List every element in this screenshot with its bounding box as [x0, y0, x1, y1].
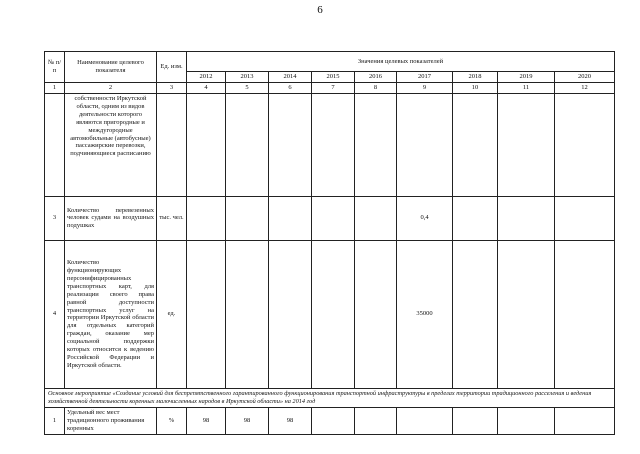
column-number: 11 — [498, 82, 555, 93]
row-value: 98 — [226, 408, 269, 435]
column-number: 7 — [312, 82, 355, 93]
header-year: 2014 — [269, 72, 312, 83]
row-value — [397, 93, 453, 196]
row-value — [555, 240, 615, 388]
column-number: 6 — [269, 82, 312, 93]
row-value: 98 — [269, 408, 312, 435]
header-year: 2019 — [498, 72, 555, 83]
page-number: 6 — [317, 4, 323, 16]
header-num: № п/п — [45, 52, 65, 83]
table-row — [45, 93, 615, 196]
row-value — [226, 240, 269, 388]
row-value — [555, 93, 615, 196]
row-num: 1 — [45, 408, 65, 435]
row-value — [555, 196, 615, 240]
header-year: 2016 — [355, 72, 397, 83]
row-value: 35000 — [397, 240, 453, 388]
row-unit — [157, 93, 187, 196]
row-value — [453, 408, 498, 435]
header-year: 2013 — [226, 72, 269, 83]
main-measure-note: Основное мероприятие «Создание условий для беспрепятственного гарантированного функционирования транспортной инфраструктуры в пределах территории традиционного расселения и ведения хозяйственной деятельности коренных малочисленных народов в Иркутской области» на 2014 год — [45, 388, 615, 407]
row-value — [498, 196, 555, 240]
row-value — [498, 93, 555, 196]
row-value — [269, 196, 312, 240]
row-value — [453, 93, 498, 196]
row-value — [355, 196, 397, 240]
table-row — [45, 196, 615, 240]
row-unit: ед. — [157, 240, 187, 388]
row-value — [226, 196, 269, 240]
table-row — [45, 240, 615, 388]
row-value — [355, 408, 397, 435]
indicators-table — [44, 51, 615, 435]
row-value — [187, 240, 226, 388]
row-value — [498, 240, 555, 388]
row-unit: тыс. чел. — [157, 196, 187, 240]
column-number: 4 — [187, 82, 226, 93]
row-value — [312, 93, 355, 196]
row-value — [187, 196, 226, 240]
header-values: Значения целевых показателей — [187, 52, 615, 72]
row-value — [355, 93, 397, 196]
header-year: 2012 — [187, 72, 226, 83]
row-value: 98 — [187, 408, 226, 435]
header-year: 2018 — [453, 72, 498, 83]
row-value — [453, 196, 498, 240]
row-name: Количество функционирующих персонифицированных транспортных карт, для реализации своего права равной доступности транспортных услуг на территории Иркутской области для отдельных категорий граждан, оказание мер социальной поддержки которых относится к ведению Российской Федерации и Иркутской области. — [65, 240, 157, 388]
row-name: Количество перевезенных человек судами на воздушных подушках — [65, 196, 157, 240]
row-value — [226, 93, 269, 196]
row-value — [187, 93, 226, 196]
column-number: 10 — [453, 82, 498, 93]
row-unit: % — [157, 408, 187, 435]
column-number: 2 — [65, 82, 157, 93]
row-value — [312, 408, 355, 435]
column-number: 5 — [226, 82, 269, 93]
column-number: 3 — [157, 82, 187, 93]
row-value — [312, 196, 355, 240]
row-value — [453, 240, 498, 388]
column-number: 1 — [45, 82, 65, 93]
header-year: 2017 — [397, 72, 453, 83]
header-year: 2015 — [312, 72, 355, 83]
row-value — [269, 240, 312, 388]
header-name: Наименование целевого показателя — [65, 52, 157, 83]
row-value — [498, 408, 555, 435]
column-number: 8 — [355, 82, 397, 93]
table-row — [45, 408, 615, 435]
row-value — [555, 408, 615, 435]
row-num: 4 — [45, 240, 65, 388]
row-name: Удельный вес мест традиционного проживания коренных — [65, 408, 157, 435]
row-value — [312, 240, 355, 388]
header-year: 2020 — [555, 72, 615, 83]
row-num — [45, 93, 65, 196]
row-value — [269, 93, 312, 196]
column-number: 12 — [555, 82, 615, 93]
row-name: собственности Иркутской области, одним из видов деятельности которого являются пригородные и междугородные автомобильные (автобусные) пассажирские перевозки, подчиняющиеся расписанию — [65, 93, 157, 196]
row-value: 0,4 — [397, 196, 453, 240]
row-num: 3 — [45, 196, 65, 240]
row-value — [397, 408, 453, 435]
column-number: 9 — [397, 82, 453, 93]
header-unit: Ед. изм. — [157, 52, 187, 83]
row-value — [355, 240, 397, 388]
